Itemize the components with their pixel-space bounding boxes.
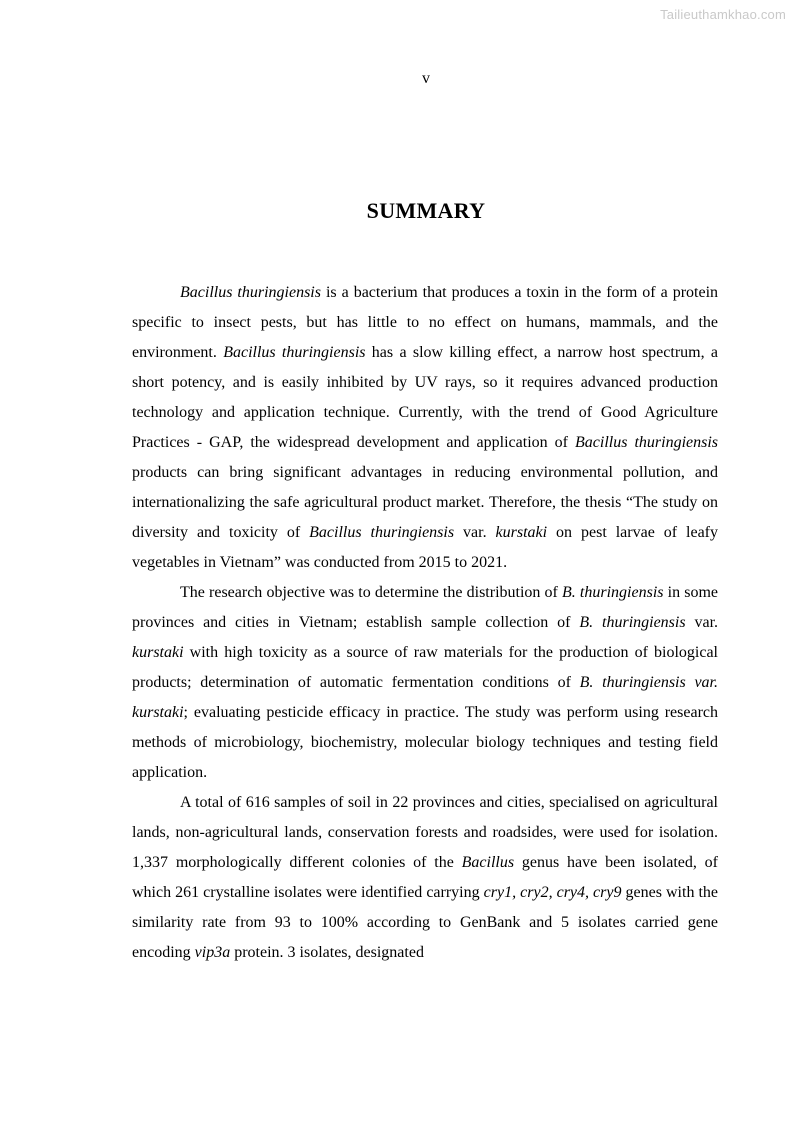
italic-term: kurstaki <box>495 524 548 541</box>
text-run: products can bring significant advantages in reducing environmental pollution, and internationalizing the safe agricultural product market. Therefore, the thesis “The study on diversity and toxicity of <box>132 464 718 541</box>
text-run: in some provinces and cities in Vietnam; establish sample collection of <box>132 584 718 631</box>
page-number: v <box>422 70 430 87</box>
watermark: Tailieuthamkhao.com <box>660 7 786 22</box>
text-run: is a bacterium that produces a toxin in the form of a protein specific to insect pests, but has little to no effect on humans, mammals, and the environment. <box>132 284 719 361</box>
italic-term: B. thuringiensis var. kurstaki <box>132 674 719 721</box>
text-run: genus have been isolated, of which 261 crystalline isolates were identified carrying <box>132 854 719 901</box>
italic-term: Bacillus thuringiensis <box>575 434 719 451</box>
text-run: with high toxicity as a source of raw materials for the production of biological products; determination of automatic fermentation conditions of <box>132 644 718 691</box>
text-run: on pest larvae of leafy vegetables in Vietnam” was conducted from 2015 to 2021. <box>132 524 718 571</box>
text-run: has a slow killing effect, a narrow host spectrum, a short potency, and is easily inhibited by UV rays, so it requires advanced production technology and application technique. Currently, with the trend of Good Agriculture Practices - GAP, the widespread development and application of <box>132 344 719 451</box>
text-run: var. <box>454 524 496 541</box>
text-run: protein. 3 isolates, designated <box>230 944 424 961</box>
text-run: ; evaluating pesticide efficacy in practice. The study was perform using research methods of microbiology, biochemistry, molecular biology techniques and testing field application. <box>132 704 718 781</box>
italic-term: Bacillus thuringiensis <box>223 344 366 361</box>
body-text <box>132 278 718 968</box>
italic-term: Bacillus <box>461 854 515 871</box>
text-run: A total of 616 samples of soil in 22 provinces and cities, specialised on agricultural lands, non-agricultural lands, conservation forests and roadsides, were used for isolation. 1,337 morphologically different colonies of the <box>132 794 718 871</box>
italic-term: vip3a <box>194 944 231 961</box>
italic-term: kurstaki <box>132 644 184 661</box>
italic-term: cry1, cry2, cry4, cry9 <box>483 884 622 901</box>
italic-term: Bacillus thuringiensis <box>180 284 321 301</box>
page-title: SUMMARY <box>366 198 486 223</box>
italic-term: B. thuringiensis <box>579 614 686 631</box>
text-run: genes with the similarity rate from 93 to 100% according to GenBank and 5 isolates carried gene encoding <box>132 884 719 961</box>
text-run: The research objective was to determine the distribution of <box>180 584 563 601</box>
paragraph-2 <box>132 578 718 788</box>
italic-term: B. thuringiensis <box>562 584 664 601</box>
text-run: var. <box>685 614 719 631</box>
italic-term: Bacillus thuringiensis <box>309 524 455 541</box>
paragraph-3 <box>132 788 718 968</box>
paragraph-1 <box>132 278 718 578</box>
